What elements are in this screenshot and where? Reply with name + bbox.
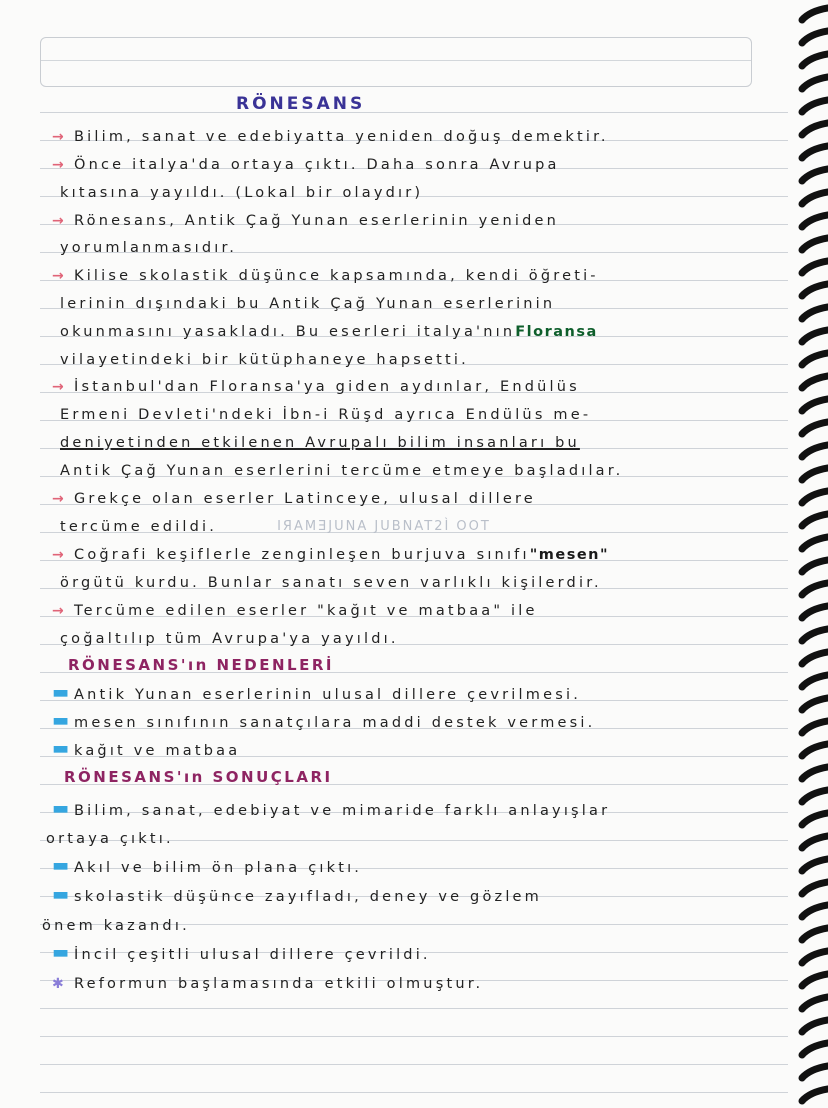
arrow-bullet-icon: → [52, 213, 64, 229]
spiral-ring [802, 974, 828, 986]
list-item: → Bilim, sanat ve edebiyatta yeniden doğuş demektir. [52, 128, 609, 145]
spiral-ring [802, 652, 828, 664]
spiral-ring [802, 330, 828, 342]
spiral-ring [802, 399, 828, 411]
spiral-ring [802, 445, 828, 457]
ruled-line [40, 1036, 788, 1037]
list-item: ▬ skolastik düşünce zayıfladı, deney ve gözlem [52, 884, 542, 905]
spiral-ring [802, 882, 828, 894]
dash-bullet-icon: ▬ [52, 682, 70, 703]
list-item: → İstanbul'dan Floransa'ya giden aydınlar, Endülüs [52, 378, 580, 395]
list-item: → Tercüme edilen eserler "kağıt ve matbaa" ile [52, 602, 538, 619]
arrow-bullet-icon: → [52, 268, 64, 284]
arrow-bullet-icon: → [52, 491, 64, 507]
continuation-line: Ermeni Devleti'ndeki İbn-i Rüşd ayrıca Endülüs me- [60, 406, 592, 423]
list-item: ✱ Reformun başlamasında etkili olmuştur. [52, 975, 484, 992]
spiral-ring [802, 353, 828, 365]
continuation-line: deniyetinden etkilenen Avrupalı bilim insanları bu [60, 434, 580, 451]
spiral-ring [802, 238, 828, 250]
list-item: ▬ Akıl ve bilim ön plana çıktı. [52, 855, 363, 876]
section-heading-results: RÖNESANS'ın SONUÇLARI [64, 768, 333, 786]
spiral-ring [802, 468, 828, 480]
spiral-ring [802, 376, 828, 388]
spiral-ring [802, 836, 828, 848]
spiral-ring [802, 560, 828, 572]
arrow-bullet-icon: → [52, 603, 64, 619]
list-item: ▬ İncil çeşitli ulusal dillere çevrildi. [52, 942, 431, 963]
list-item: ▬ mesen sınıfının sanatçılara maddi destek vermesi. [52, 710, 596, 731]
header-box [40, 37, 752, 87]
spiral-ring [802, 813, 828, 825]
spiral-ring [802, 537, 828, 549]
spiral-ring [802, 54, 828, 66]
spiral-ring [802, 1020, 828, 1032]
spiral-ring [802, 675, 828, 687]
ruled-line [40, 112, 788, 113]
spiral-ring [802, 1089, 828, 1101]
continuation-line: çoğaltılıp tüm Avrupa'ya yayıldı. [60, 630, 399, 647]
dash-bullet-icon: ▬ [52, 855, 70, 876]
dash-bullet-icon: ▬ [52, 798, 70, 819]
spiral-ring [802, 790, 828, 802]
dash-bullet-icon: ▬ [52, 884, 70, 905]
show-through-text: IЯAMƎJUNA JUBNAT2Ì ООТ [277, 519, 491, 534]
ruled-line [40, 1008, 788, 1009]
list-item: ▬ Bilim, sanat, edebiyat ve mimaride farklı anlayışlar [52, 798, 611, 819]
spiral-ring [802, 491, 828, 503]
spiral-ring [802, 307, 828, 319]
dash-bullet-icon: ▬ [52, 942, 70, 963]
continuation-line: lerinin dışındaki bu Antik Çağ Yunan eserlerinin [60, 295, 556, 312]
spiral-ring [802, 721, 828, 733]
section-heading-causes: RÖNESANS'ın NEDENLERİ [68, 656, 334, 674]
spiral-ring [802, 31, 828, 43]
arrow-bullet-icon: → [52, 129, 64, 145]
spiral-ring [802, 169, 828, 181]
continuation-line: yorumlanmasıdır. [60, 239, 238, 256]
spiral-ring [802, 123, 828, 135]
spiral-ring [802, 997, 828, 1009]
arrow-bullet-icon: → [52, 379, 64, 395]
continuation-line: ortaya çıktı. [46, 830, 174, 847]
continuation-line: okunmasını yasakladı. Bu eserleri italya'nın Floransa [60, 323, 598, 340]
spiral-ring [802, 698, 828, 710]
spiral-ring [802, 261, 828, 273]
spiral-ring [802, 514, 828, 526]
continuation-line: vilayetindeki bir kütüphaneye hapsetti. [60, 351, 469, 368]
arrow-bullet-icon: → [52, 157, 64, 173]
continuation-line: Antik Çağ Yunan eserlerini tercüme etmeye başladılar. [60, 462, 624, 479]
dash-bullet-icon: ▬ [52, 738, 70, 759]
list-item: ▬ kağıt ve matbaa [52, 738, 241, 759]
dash-bullet-icon: ▬ [52, 710, 70, 731]
spiral-ring [802, 767, 828, 779]
spiral-ring [802, 606, 828, 618]
continuation-line: tercüme edildi. IЯAMƎJUNA JUBNAT2Ì ООТ [60, 518, 491, 535]
spiral-ring [802, 100, 828, 112]
spiral-ring [802, 8, 828, 20]
continuation-line: örgütü kurdu. Bunlar sanatı seven varlıklı kişilerdir. [60, 574, 602, 591]
ruled-line [40, 1064, 788, 1065]
page-title: RÖNESANS [236, 94, 366, 114]
list-item: → Grekçe olan eserler Latinceye, ulusal dillere [52, 490, 536, 507]
spiral-ring [802, 1066, 828, 1078]
spiral-ring [802, 583, 828, 595]
spiral-ring [802, 284, 828, 296]
continuation-line: önem kazandı. [42, 917, 190, 934]
spiral-ring [802, 905, 828, 917]
list-item: → Rönesans, Antik Çağ Yunan eserlerinin yeniden [52, 212, 560, 229]
spiral-ring [802, 951, 828, 963]
spiral-ring [802, 215, 828, 227]
spiral-ring [802, 146, 828, 158]
spiral-ring [802, 192, 828, 204]
list-item: → Önce italya'da ortaya çıktı. Daha sonra Avrupa [52, 156, 560, 173]
star-bullet-icon: ✱ [52, 976, 64, 992]
spiral-ring [802, 1043, 828, 1055]
spiral-ring [802, 77, 828, 89]
arrow-bullet-icon: → [52, 547, 64, 563]
spiral-ring [802, 422, 828, 434]
spiral-ring [802, 928, 828, 940]
ruled-line [40, 1092, 788, 1093]
continuation-line: kıtasına yayıldı. (Lokal bir olaydır) [60, 184, 424, 201]
list-item: → Kilise skolastik düşünce kapsamında, kendi öğreti- [52, 267, 599, 284]
spiral-ring [802, 629, 828, 641]
spiral-binding [788, 0, 828, 1108]
spiral-ring [802, 859, 828, 871]
list-item: → Coğrafi keşiflerle zenginleşen burjuva sınıfı "mesen" [52, 546, 610, 563]
spiral-ring [802, 744, 828, 756]
list-item: ▬ Antik Yunan eserlerinin ulusal dillere çevrilmesi. [52, 682, 582, 703]
